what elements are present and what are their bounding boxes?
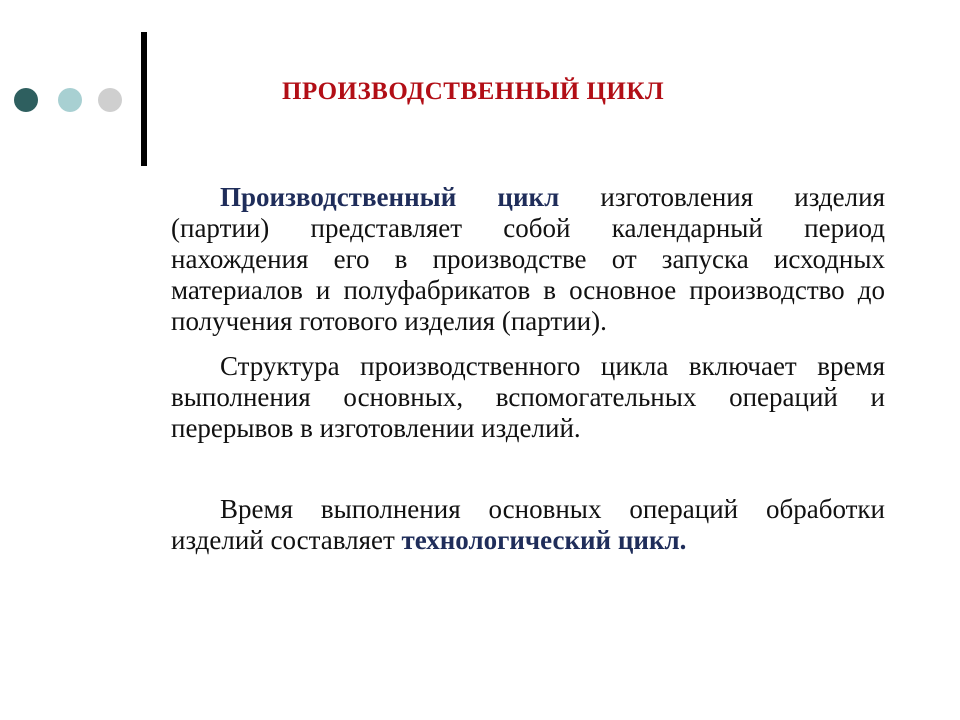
title-divider [141, 32, 147, 166]
slide-body [171, 182, 885, 556]
paragraph-technological-cycle [171, 494, 885, 556]
paragraph-structure [171, 351, 885, 444]
paragraph-definition [171, 182, 885, 337]
dot-dark-teal-icon [14, 88, 38, 112]
dot-light-teal-icon [58, 88, 82, 112]
slide-title: ПРОИЗВОДСТВЕННЫЙ ЦИКЛ [282, 78, 665, 105]
dot-gray-icon [98, 88, 122, 112]
structure-text: Структура производственного цикла включает время выполнения основных, вспомогательных операций и перерывов в изготовлении изделий. [171, 351, 885, 443]
technological-cycle-text: Время выполнения основных операций обработки изделий составляет [171, 494, 885, 555]
term-technological-cycle: технологический цикл. [401, 525, 687, 555]
term-production-cycle: Производственный цикл [220, 182, 560, 212]
definition-text: изготовления изделия (партии) представляет собой календарный период нахождения его в производстве от запуска исходных материалов и полуфабрикатов в основное производство до получения готового изделия (партии). [171, 182, 885, 336]
